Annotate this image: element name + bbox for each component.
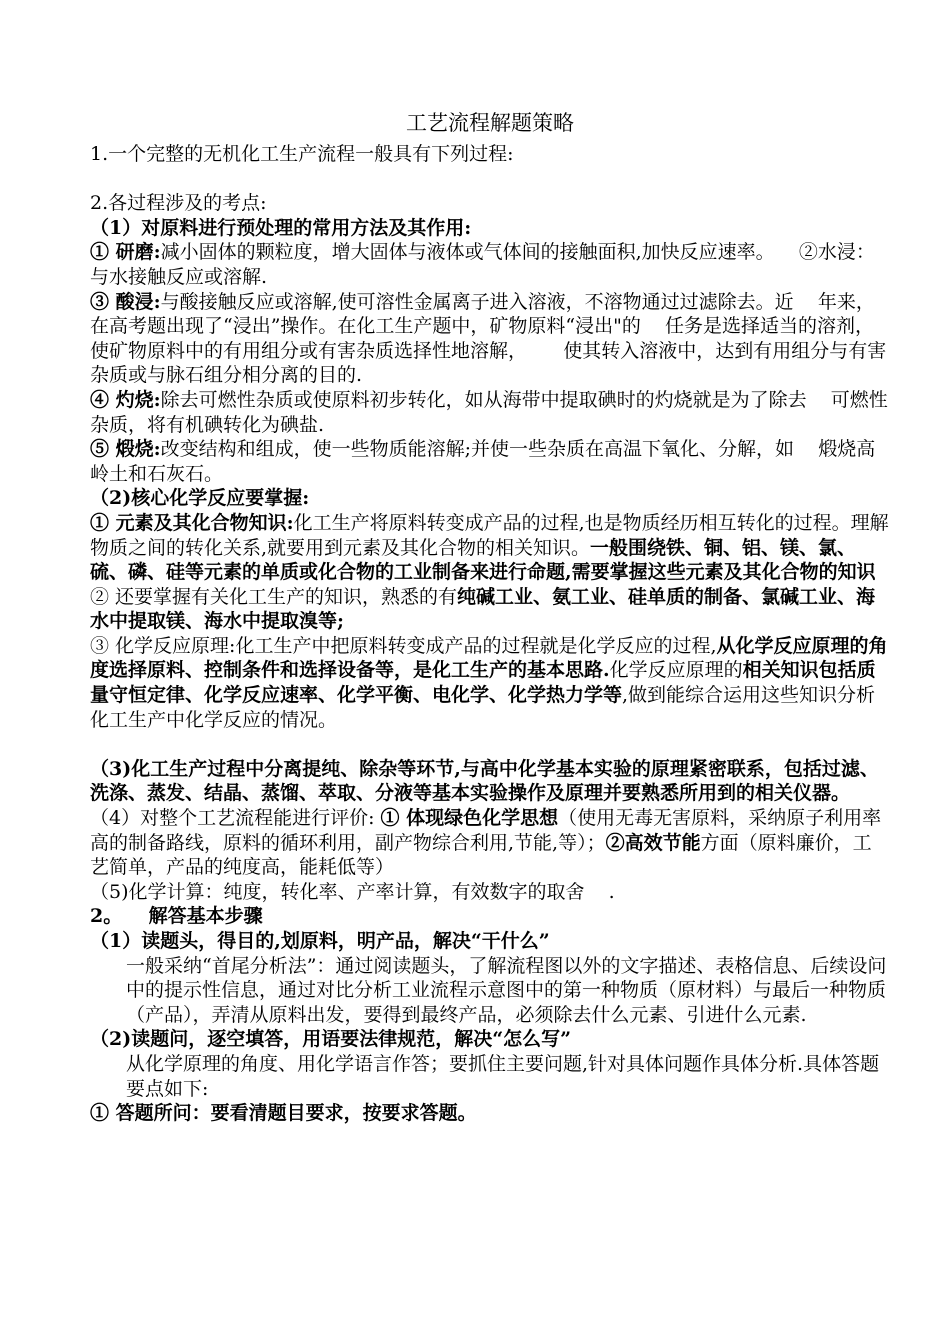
element-text: 化工生产将原料转变成产品的过程,也是物质经历相互转化的过程。理解物质之间的转化关系,就要用到元素及其化合物的相关知识。 (90, 511, 889, 559)
calcine-paragraph (90, 437, 890, 486)
grind-text: 减小固体的颗粒度，增大固体与液体或气体间的接触面积,加快反应速率。 ②水浸：与水接触反应或溶解. (90, 241, 875, 288)
reaction-bold-1: 从化学反应原理的角度选择原料、控制条件和选择设备等，是化工生产的基本思路. (90, 634, 888, 682)
acid-paragraph (90, 290, 890, 388)
section-3-heading: 2。 解答基本步骤 (90, 905, 263, 928)
reaction-bold-2: 相关知识包括质量守恒定律、化学反应速率、化学平衡、电化学、化学热力学等 (90, 659, 876, 707)
step-2-heading: （2)读题问，逐空填答，用语要法律规范，解决“怎么写” (90, 1028, 572, 1051)
industry-bold-text: 纯碱工业、氨工业、硅单质的制备、氯碱工业、海水中提取镁、海水中提取溴等; (90, 585, 876, 633)
step-2-text: 从化学原理的角度、用化学语言作答；要抓住主要问题,针对具体问题作具体分析.具体答题要点如下: (126, 1052, 880, 1100)
evaluation-bold-1: ① 体现绿色化学思想 (380, 807, 559, 830)
section-2-heading: 2.各过程涉及的考点: (90, 192, 267, 215)
reaction-text-1: ③ 化学反应原理:化工生产中把原料转变成产品的过程就是化学反应的过程, (90, 634, 717, 657)
core-reaction-heading: （2)核心化学反应要掌握: (90, 487, 310, 510)
element-knowledge-paragraph (90, 511, 890, 585)
burn-text: 除去可燃性杂质或使原料初步转化，如从海带中提取碘时的灼烧就是为了除去 可燃性杂质，将有机碘转化为碘盐. (90, 388, 888, 436)
evaluation-text-3: 方面（原料廉价，工艺简单，产品的纯度高，能耗低等） (90, 831, 872, 879)
calcine-label: ⑤ 煅烧: (90, 438, 161, 461)
grind-label: ① 研磨: (90, 241, 161, 264)
blank-line (90, 167, 890, 192)
step-1-heading: （1）读题头，得目的,划原料，明产品，解决“干什么” (90, 930, 550, 952)
blank-line (90, 732, 890, 757)
reaction-principle-paragraph (90, 634, 890, 732)
pretreatment-heading: （1）对原料进行预处理的常用方法及其作用: (90, 216, 472, 239)
calcine-text: 改变结构和组成，使一些物质能溶解;并使一些杂质在高温下氧化、分解，如 煅烧高岭土和石灰石。 (90, 438, 876, 485)
industry-text: ② 还要掌握有关化工生产的知识，熟悉的有 (90, 585, 458, 608)
evaluation-text-2: （使用无毒无害原料，采纳原子利用率高的制备路线，原料的循环利用，副产物综合利用,节能,等）； (90, 807, 882, 854)
evaluation-bold-2: ②高效节能 (605, 831, 701, 854)
evaluation-text-1: （4）对整个工艺流程能进行评价: (90, 807, 381, 830)
reaction-text-2: 化学反应原理的 (609, 659, 743, 682)
page-title: 工艺流程解题策略 (406, 111, 574, 135)
acid-text: 与酸接触反应或溶解,使可溶性金属离子进入溶液，不溶物通过过滤除去。近 年来，在高考题出现了“浸出”操作。在化工生产题中，矿物原料“浸出"的 任务是选择适当的溶剂，使矿物原料中的有用组分或有害杂质选择性地溶解， 使其转入溶液中，达到有用组分与有害杂质或与脉石组分相分离的目的. (90, 290, 887, 387)
element-label: ① 元素及其化合物知识: (90, 511, 294, 534)
grind-paragraph (90, 240, 890, 289)
reaction-text-3: ,做到能综合运用这些知识分析化工生产中化学反应的情况。 (90, 684, 876, 731)
acid-label: ③ 酸浸: (90, 290, 161, 313)
calculation-paragraph: （5)化学计算：纯度，转化率、产率计算，有效数字的取舍 . (90, 880, 615, 903)
section-1-heading: 1.一个完整的无机化工生产流程一般具有下列过程: (90, 143, 514, 165)
step-1-text: 一般采纳“首尾分析法”：通过阅读题头，了解流程图以外的文字描述、表格信息、后续设问中的提示性信息，通过对比分析工业流程示意图中的第一种物质（原材料）与最后一种物质（产品），弄清从原料出发，要得到最终产品，必须除去什么元素、引进什么元素. (126, 954, 887, 1026)
industry-knowledge-paragraph (90, 585, 890, 634)
element-bold-text: 一般围绕铁、铜、铝、镁、氯、硫、磷、硅等元素的单质或化合物的工业制备来进行命题,需要掌握这些元素及其化合物的知识 (90, 536, 876, 584)
answer-point-1: ① 答题所问：要看清题目要求，按要求答题。 (90, 1102, 477, 1125)
burn-label: ④ 灼烧: (90, 388, 161, 411)
separation-paragraph: （3)化工生产过程中分离提纯、除杂等环节,与高中化学基本实验的原理紧密联系，包括过滤、洗涤、蒸发、结晶、蒸馏、萃取、分液等基本实验操作及原理并要熟悉所用到的相关仪器。 (90, 757, 879, 805)
burn-paragraph (90, 388, 890, 437)
evaluation-paragraph (90, 806, 890, 880)
